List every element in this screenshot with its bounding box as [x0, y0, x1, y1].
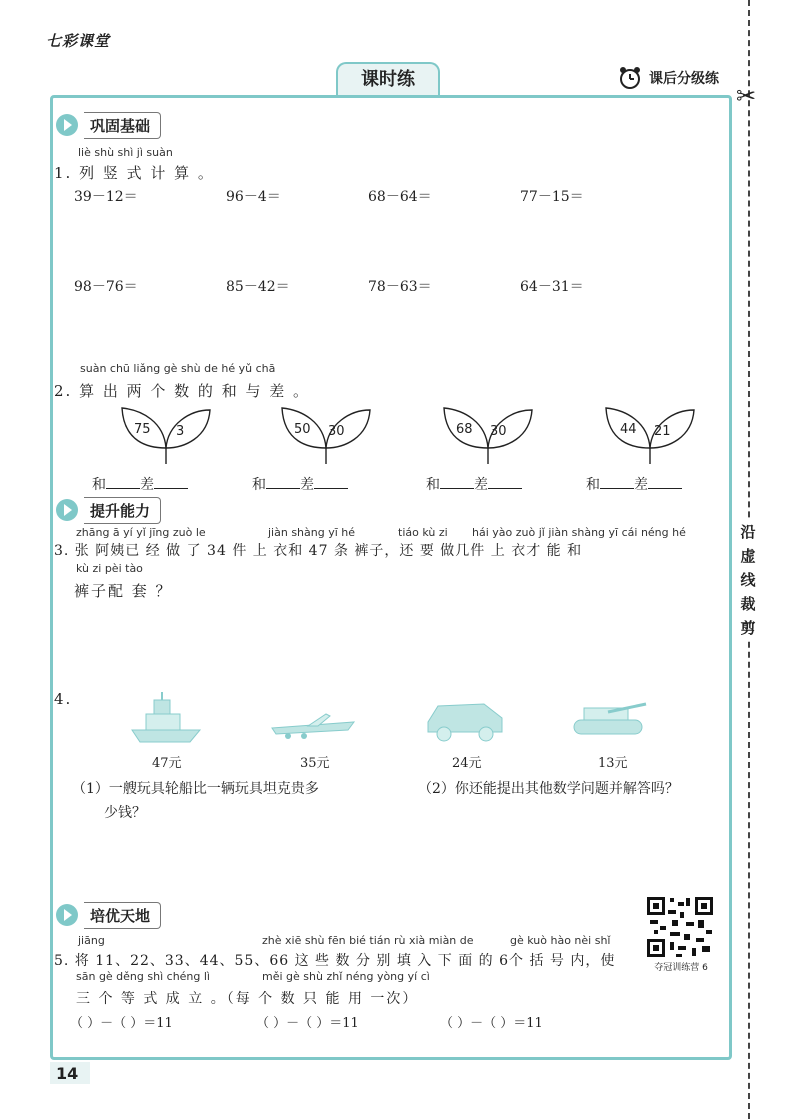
leaf-number: 75	[134, 422, 151, 437]
section-basic-label: 巩固基础	[84, 112, 161, 139]
play-arrow-icon	[56, 114, 78, 136]
leaf-number: 44	[620, 422, 637, 437]
qr-code-icon	[646, 896, 714, 958]
q5-line2: 三 个 等 式 成 立 。（每 个 数 只 能 用 一次）	[76, 991, 419, 1007]
q2-pinyin: suàn chū liǎng gè shù de hé yǔ chā	[80, 362, 276, 375]
leaf-icon	[118, 404, 214, 466]
q1-expr: 98－76＝	[74, 279, 138, 295]
section-advanced-label: 培优天地	[84, 902, 161, 929]
qr-caption: 夺冠训练营 6	[654, 963, 708, 973]
play-arrow-icon	[56, 499, 78, 521]
q5-line1: 5. 将 11、22、33、44、55、66 这 些 数 分 别 填 入 下 面 的 6个 括 号 内，使	[54, 953, 616, 969]
q3-pinyin: jiàn shàng yī hé	[268, 526, 356, 539]
leaf-icon	[440, 404, 536, 466]
price-label: 13元	[598, 756, 628, 771]
cut-instruction: 沿 虚 线 裁 剪	[738, 520, 758, 640]
q5-pinyin: sān gè děng shì chéng lì	[76, 970, 210, 983]
q5-pinyin: zhè xiē shù fēn bié tián rù xià miàn de	[262, 934, 474, 947]
equation-slot[interactable]: （ ）－（ ）＝11	[256, 1016, 359, 1031]
q3-pinyin: tiáo kù zi	[398, 526, 448, 539]
answer-blank[interactable]	[314, 475, 348, 489]
toy-ship-icon	[128, 690, 204, 746]
answer-blank[interactable]	[266, 475, 300, 489]
q1-expr: 68－64＝	[368, 189, 432, 205]
page-title-tab: 课时练	[336, 62, 440, 96]
price-label: 35元	[300, 756, 330, 771]
sum-diff-blanks: 和 差	[252, 474, 348, 494]
answer-blank[interactable]	[440, 475, 474, 489]
tier-label	[617, 64, 719, 92]
answer-blank[interactable]	[106, 475, 140, 489]
q3-line1: 3. 张 阿姨已 经 做 了 34 件 上 衣和 47 条 裤子，还 要 做几件 上 衣才 能 和	[54, 543, 583, 559]
price-label: 47元	[152, 756, 182, 771]
toy-car-icon	[424, 692, 506, 744]
equation-slot[interactable]: （ ）－（ ）＝11	[440, 1016, 543, 1031]
tier-text: 课后分级练	[649, 71, 719, 87]
q4-sub1-line1: （1）一艘玩具轮船比一辆玩具坦克贵多	[72, 781, 319, 797]
toy-tank-icon	[568, 692, 648, 742]
q4-sub1-line2: 少钱？	[104, 805, 146, 821]
q4-sub2: （2）你还能提出其他数学问题并解答吗？	[418, 781, 679, 797]
answer-blank[interactable]	[600, 475, 634, 489]
section-advanced	[56, 902, 161, 928]
answer-blank[interactable]	[154, 475, 188, 489]
play-arrow-icon	[56, 904, 78, 926]
sum-diff-blanks: 和 差	[92, 474, 188, 494]
answer-blank[interactable]	[488, 475, 522, 489]
leaf-pair-3	[440, 404, 536, 466]
q2-text: 2. 算 出 两 个 数 的 和 与 差 。	[54, 382, 310, 400]
leaf-number: 30	[328, 424, 345, 439]
equation-slot[interactable]: （ ）－（ ）＝11	[70, 1016, 173, 1031]
q1-expr: 85－42＝	[226, 279, 290, 295]
leaf-icon	[278, 404, 374, 466]
leaf-pair-4	[602, 404, 698, 466]
leaf-number: 30	[490, 424, 507, 439]
q1-expr: 78－63＝	[368, 279, 432, 295]
price-label: 24元	[452, 756, 482, 771]
leaf-number: 68	[456, 422, 473, 437]
q1-text: 1. 列 竖 式 计 算 。	[54, 164, 215, 182]
section-improve	[56, 497, 161, 523]
page-number: 14	[56, 1064, 79, 1083]
q4-number: 4.	[54, 690, 73, 708]
sum-diff-blanks: 和 差	[426, 474, 522, 494]
leaf-number: 50	[294, 422, 311, 437]
leaf-number: 3	[176, 424, 185, 439]
q5-pinyin: gè kuò hào nèi shǐ	[510, 934, 611, 947]
scissors-icon: ✂	[736, 82, 757, 110]
q5-pinyin: měi gè shù zhǐ néng yòng yí cì	[262, 970, 430, 983]
sum-diff-blanks: 和 差	[586, 474, 682, 494]
section-improve-label: 提升能力	[84, 497, 161, 524]
q3-pinyin: hái yào zuò jǐ jiàn shàng yī cái néng hé	[472, 526, 686, 539]
answer-blank[interactable]	[648, 475, 682, 489]
toy-plane-icon	[268, 712, 358, 742]
q3-pinyin: kù zi pèi tào	[76, 562, 143, 575]
q1-expr: 39－12＝	[74, 189, 138, 205]
brand-logo: 七彩课堂	[46, 32, 111, 50]
leaf-pair-2	[278, 404, 374, 466]
q1-pinyin: liè shù shì jì suàn	[78, 146, 173, 159]
leaf-number: 21	[654, 424, 671, 439]
leaf-pair-1	[118, 404, 214, 466]
section-basic	[56, 112, 161, 138]
q3-pinyin: zhāng ā yí yǐ jīng zuò le	[76, 526, 206, 539]
leaf-icon	[602, 404, 698, 466]
q5-pinyin: jiāng	[78, 934, 105, 947]
q3-line2: 裤子配 套 ？	[74, 582, 173, 600]
q1-expr: 96－4＝	[226, 189, 281, 205]
alarm-clock-icon	[617, 65, 643, 91]
q1-expr: 77－15＝	[520, 189, 584, 205]
q1-expr: 64－31＝	[520, 279, 584, 295]
